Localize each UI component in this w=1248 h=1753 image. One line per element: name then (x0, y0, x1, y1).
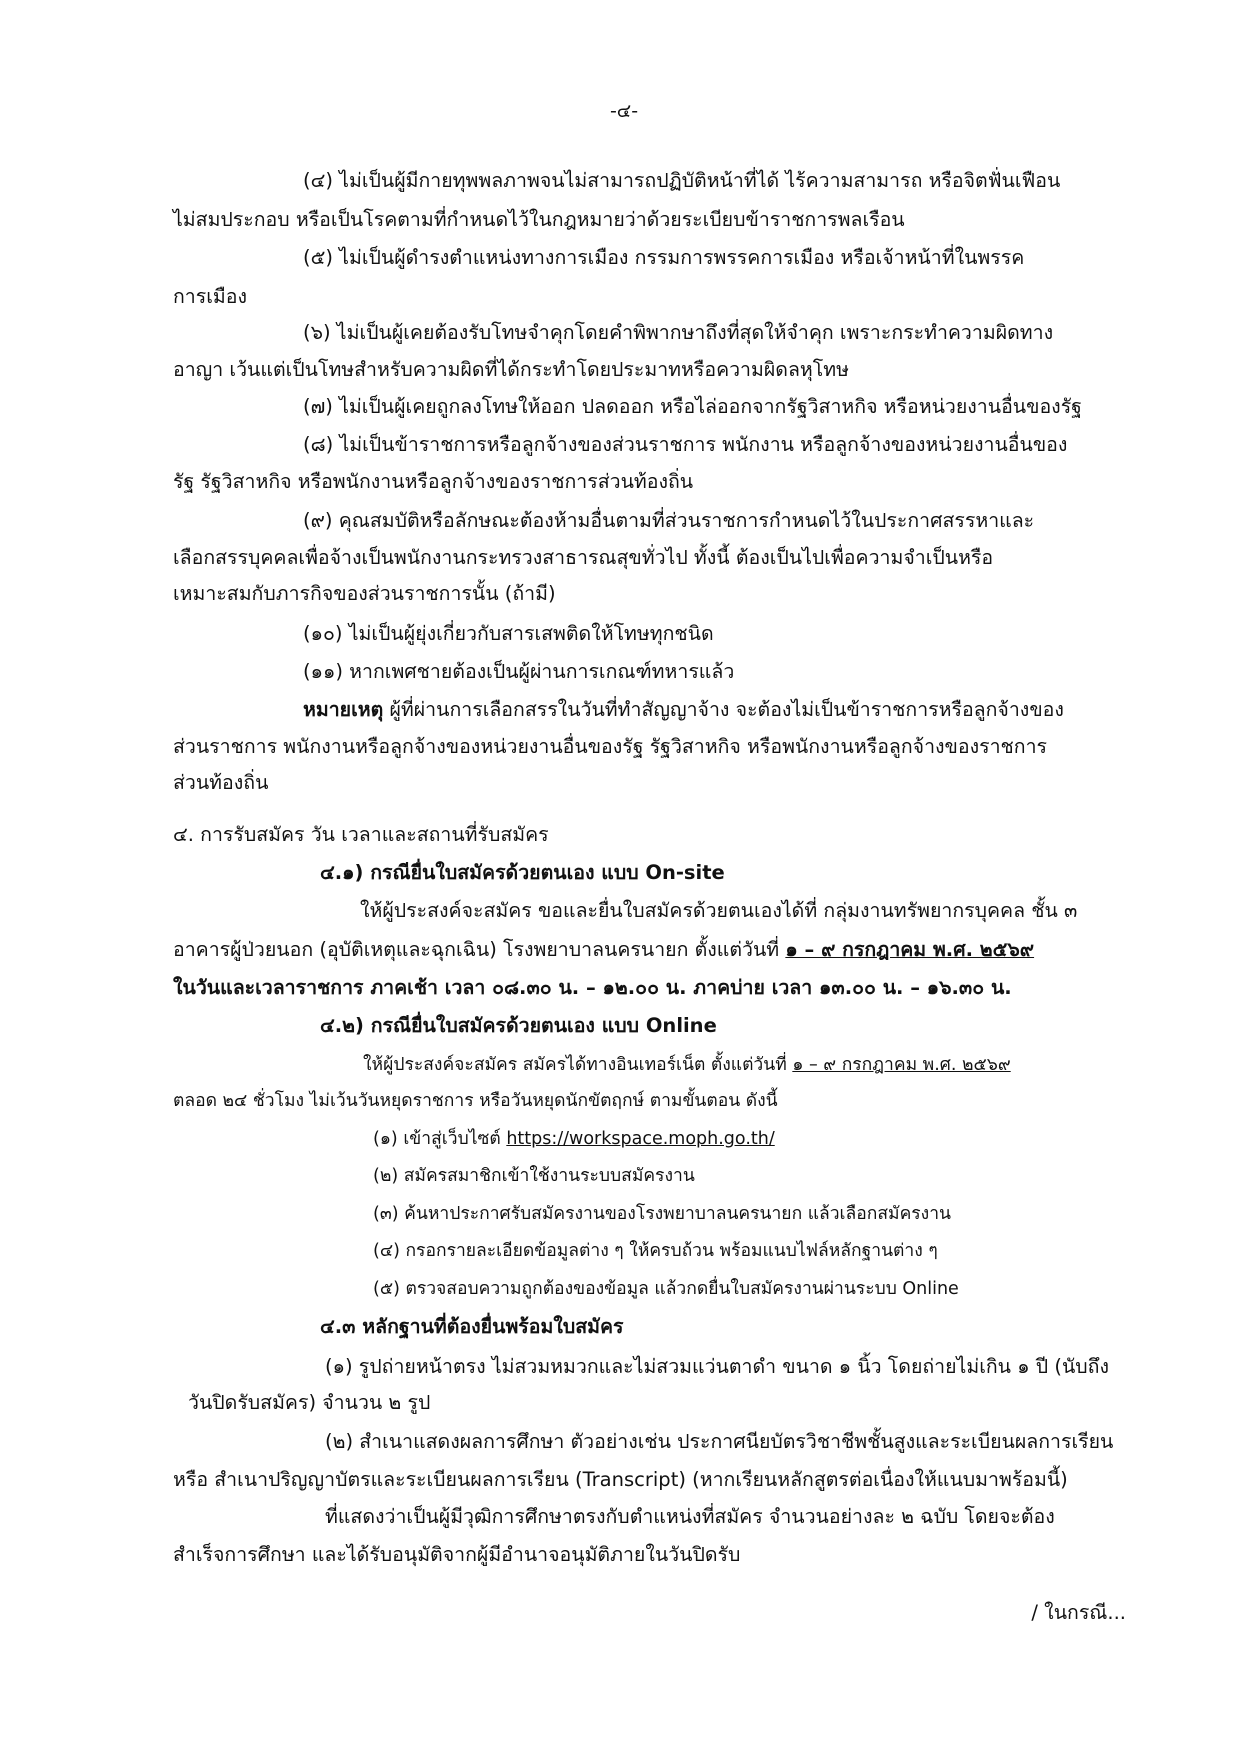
step-4: (๔) กรอกรายละเอียดข้อมูลต่าง ๆ ให้ครบถ้วน พร้อมแนบไฟล์หลักฐานต่าง ๆ (373, 1241, 938, 1261)
online-date-range: ๑ – ๙ กรกฎาคม พ.ศ. ๒๕๖๙ (792, 1055, 1011, 1075)
step-1 (373, 1125, 775, 1153)
item-9-line-1: (๙) คุณสมบัติหรือลักษณะต้องห้ามอื่นตามที่ส่วนราชการกำหนดไว้ในประกาศสรรหาและ (303, 509, 1035, 532)
step-1-text: (๑) เข้าสู่เว็บไซต์ (373, 1129, 507, 1149)
item-5-line-2: การเมือง (173, 285, 247, 308)
section-4-1-line-2 (173, 936, 1034, 964)
section-4-3-title: ๔.๓ หลักฐานที่ต้องยื่นพร้อมใบสมัคร (320, 1315, 624, 1338)
item-8-line-2: รัฐ รัฐวิสาหกิจ หรือพนักงานหรือลูกจ้างของราชการส่วนท้องถิ่น (173, 470, 694, 493)
remark-line-1 (303, 696, 1064, 724)
item-5-line-1: (๕) ไม่เป็นผู้ดำรงตำแหน่งทางการเมือง กรรมการพรรคการเมือง หรือเจ้าหน้าที่ในพรรค (303, 246, 1025, 269)
section-4-1-line-1: ให้ผู้ประสงค์จะสมัคร ขอและยื่นใบสมัครด้วยตนเองได้ที่ กลุ่มงานทรัพยากรบุคคล ชั้น ๓ (360, 899, 1078, 922)
section-4-1-line-3: ในวันและเวลาราชการ ภาคเช้า เวลา ๐๘.๓๐ น. – ๑๒.๐๐ น. ภาคบ่าย เวลา ๑๓.๐๐ น. – ๑๖.๓๐ น. (173, 976, 1012, 999)
item-9-line-3: เหมาะสมกับภารกิจของส่วนราชการนั้น (ถ้ามี) (173, 582, 556, 605)
doc-2-line-3: ที่แสดงว่าเป็นผู้มีวุฒิการศึกษาตรงกับตำแหน่งที่สมัคร จำนวนอย่างละ ๒ ฉบับ โดยจะต้อง (325, 1505, 1055, 1528)
doc-2-line-4: สำเร็จการศึกษา และได้รับอนุมัติจากผู้มีอำนาจอนุมัติภายในวันปิดรับ (173, 1543, 741, 1566)
section-4-title: ๔. การรับสมัคร วัน เวลาและสถานที่รับสมัคร (173, 823, 549, 846)
doc-2-line-2: หรือ สำเนาปริญญาบัตรและระเบียนผลการเรียน (Transcript) (หากเรียนหลักสูตรต่อเนื่องให้แนบมาพร้อมนี้) (173, 1468, 1068, 1491)
item-4-line-2: ไม่สมประกอบ หรือเป็นโรคตามที่กำหนดไว้ในกฎหมายว่าด้วยระเบียบข้าราชการพลเรือน (173, 208, 905, 231)
item-9-line-2: เลือกสรรบุคคลเพื่อจ้างเป็นพนักงานกระทรวงสาธารณสุขทั่วไป ทั้งนี้ ต้องเป็นไปเพื่อความจำเป็นหรือ (173, 546, 994, 569)
workspace-link[interactable]: https://workspace.moph.go.th/ (506, 1129, 775, 1149)
item-6-line-2: อาญา เว้นแต่เป็นโทษสำหรับความผิดที่ได้กระทำโดยประมาทหรือความผิดลหุโทษ (173, 358, 849, 381)
section-4-1-line-2-text: อาคารผู้ป่วยนอก (อุบัติเหตุและฉุกเฉิน) โรงพยาบาลนครนายก ตั้งแต่วันที่ (173, 938, 786, 961)
remark-text-1: ผู้ที่ผ่านการเลือกสรรในวันที่ทำสัญญาจ้าง จะต้องไม่เป็นข้าราชการหรือลูกจ้างของ (383, 698, 1064, 721)
section-4-1-title: ๔.๑) กรณียื่นใบสมัครด้วยตนเอง แบบ On-site (320, 861, 725, 884)
doc-1-line-2: วันปิดรับสมัคร) จำนวน ๒ รูป (188, 1391, 431, 1414)
section-4-2-line-1-text: ให้ผู้ประสงค์จะสมัคร สมัครได้ทางอินเทอร์เน็ต ตั้งแต่วันที่ (363, 1055, 793, 1075)
step-5: (๕) ตรวจสอบความถูกต้องของข้อมูล แล้วกดยื่นใบสมัครงานผ่านระบบ Online (373, 1279, 959, 1299)
item-7-line-1: (๗) ไม่เป็นผู้เคยถูกลงโทษให้ออก ปลดออก หรือไล่ออกจากรัฐวิสาหกิจ หรือหน่วยงานอื่นของรัฐ (303, 395, 1082, 418)
step-3: (๓) ค้นหาประกาศรับสมัครงานของโรงพยาบาลนครนายก แล้วเลือกสมัครงาน (373, 1204, 952, 1224)
continued-footer: / ในกรณี... (1031, 1601, 1126, 1624)
remark-line-2: ส่วนราชการ พนักงานหรือลูกจ้างของหน่วยงานอื่นของรัฐ รัฐวิสาหกิจ หรือพนักงานหรือลูกจ้างของราชการ (173, 735, 1048, 758)
step-2: (๒) สมัครสมาชิกเข้าใช้งานระบบสมัครงาน (373, 1166, 695, 1186)
page-number: -๔- (609, 100, 639, 122)
remark-line-3: ส่วนท้องถิ่น (173, 771, 269, 794)
item-10-line: (๑๐) ไม่เป็นผู้ยุ่งเกี่ยวกับสารเสพติดให้โทษทุกชนิด (303, 622, 714, 645)
item-11-line: (๑๑) หากเพศชายต้องเป็นผู้ผ่านการเกณฑ์ทหารแล้ว (303, 660, 735, 683)
item-6-line-1: (๖) ไม่เป็นผู้เคยต้องรับโทษจำคุกโดยคำพิพากษาถึงที่สุดให้จำคุก เพราะกระทำความผิดทาง (303, 321, 1054, 344)
section-4-2-line-2: ตลอด ๒๔ ชั่วโมง ไม่เว้นวันหยุดราชการ หรือวันหยุดนักขัตฤกษ์ ตามขั้นตอน ดังนี้ (173, 1091, 778, 1111)
section-4-2-line-1 (363, 1051, 1011, 1079)
item-8-line-1: (๘) ไม่เป็นข้าราชการหรือลูกจ้างของส่วนราชการ พนักงาน หรือลูกจ้างของหน่วยงานอื่นของ (303, 433, 1068, 456)
doc-2-line-1: (๒) สำเนาแสดงผลการศึกษา ตัวอย่างเช่น ประกาศนียบัตรวิชาชีพชั้นสูงและระเบียนผลการเรียน (325, 1430, 1114, 1453)
section-4-2-title: ๔.๒) กรณียื่นใบสมัครด้วยตนเอง แบบ Online (320, 1014, 717, 1037)
onsite-date-range: ๑ – ๙ กรกฎาคม พ.ศ. ๒๕๖๙ (785, 938, 1035, 961)
doc-1-line-1: (๑) รูปถ่ายหน้าตรง ไม่สวมหมวกและไม่สวมแว่นตาดำ ขนาด ๑ นิ้ว โดยถ่ายไม่เกิน ๑ ปี (นับถึง (325, 1355, 1110, 1378)
item-4-line-1: (๔) ไม่เป็นผู้มีกายทุพพลภาพจนไม่สามารถปฏิบัติหน้าที่ได้ ไร้ความสามารถ หรือจิตฟั่นเฟือน (303, 169, 1061, 192)
remark-label: หมายเหตุ (303, 698, 384, 721)
